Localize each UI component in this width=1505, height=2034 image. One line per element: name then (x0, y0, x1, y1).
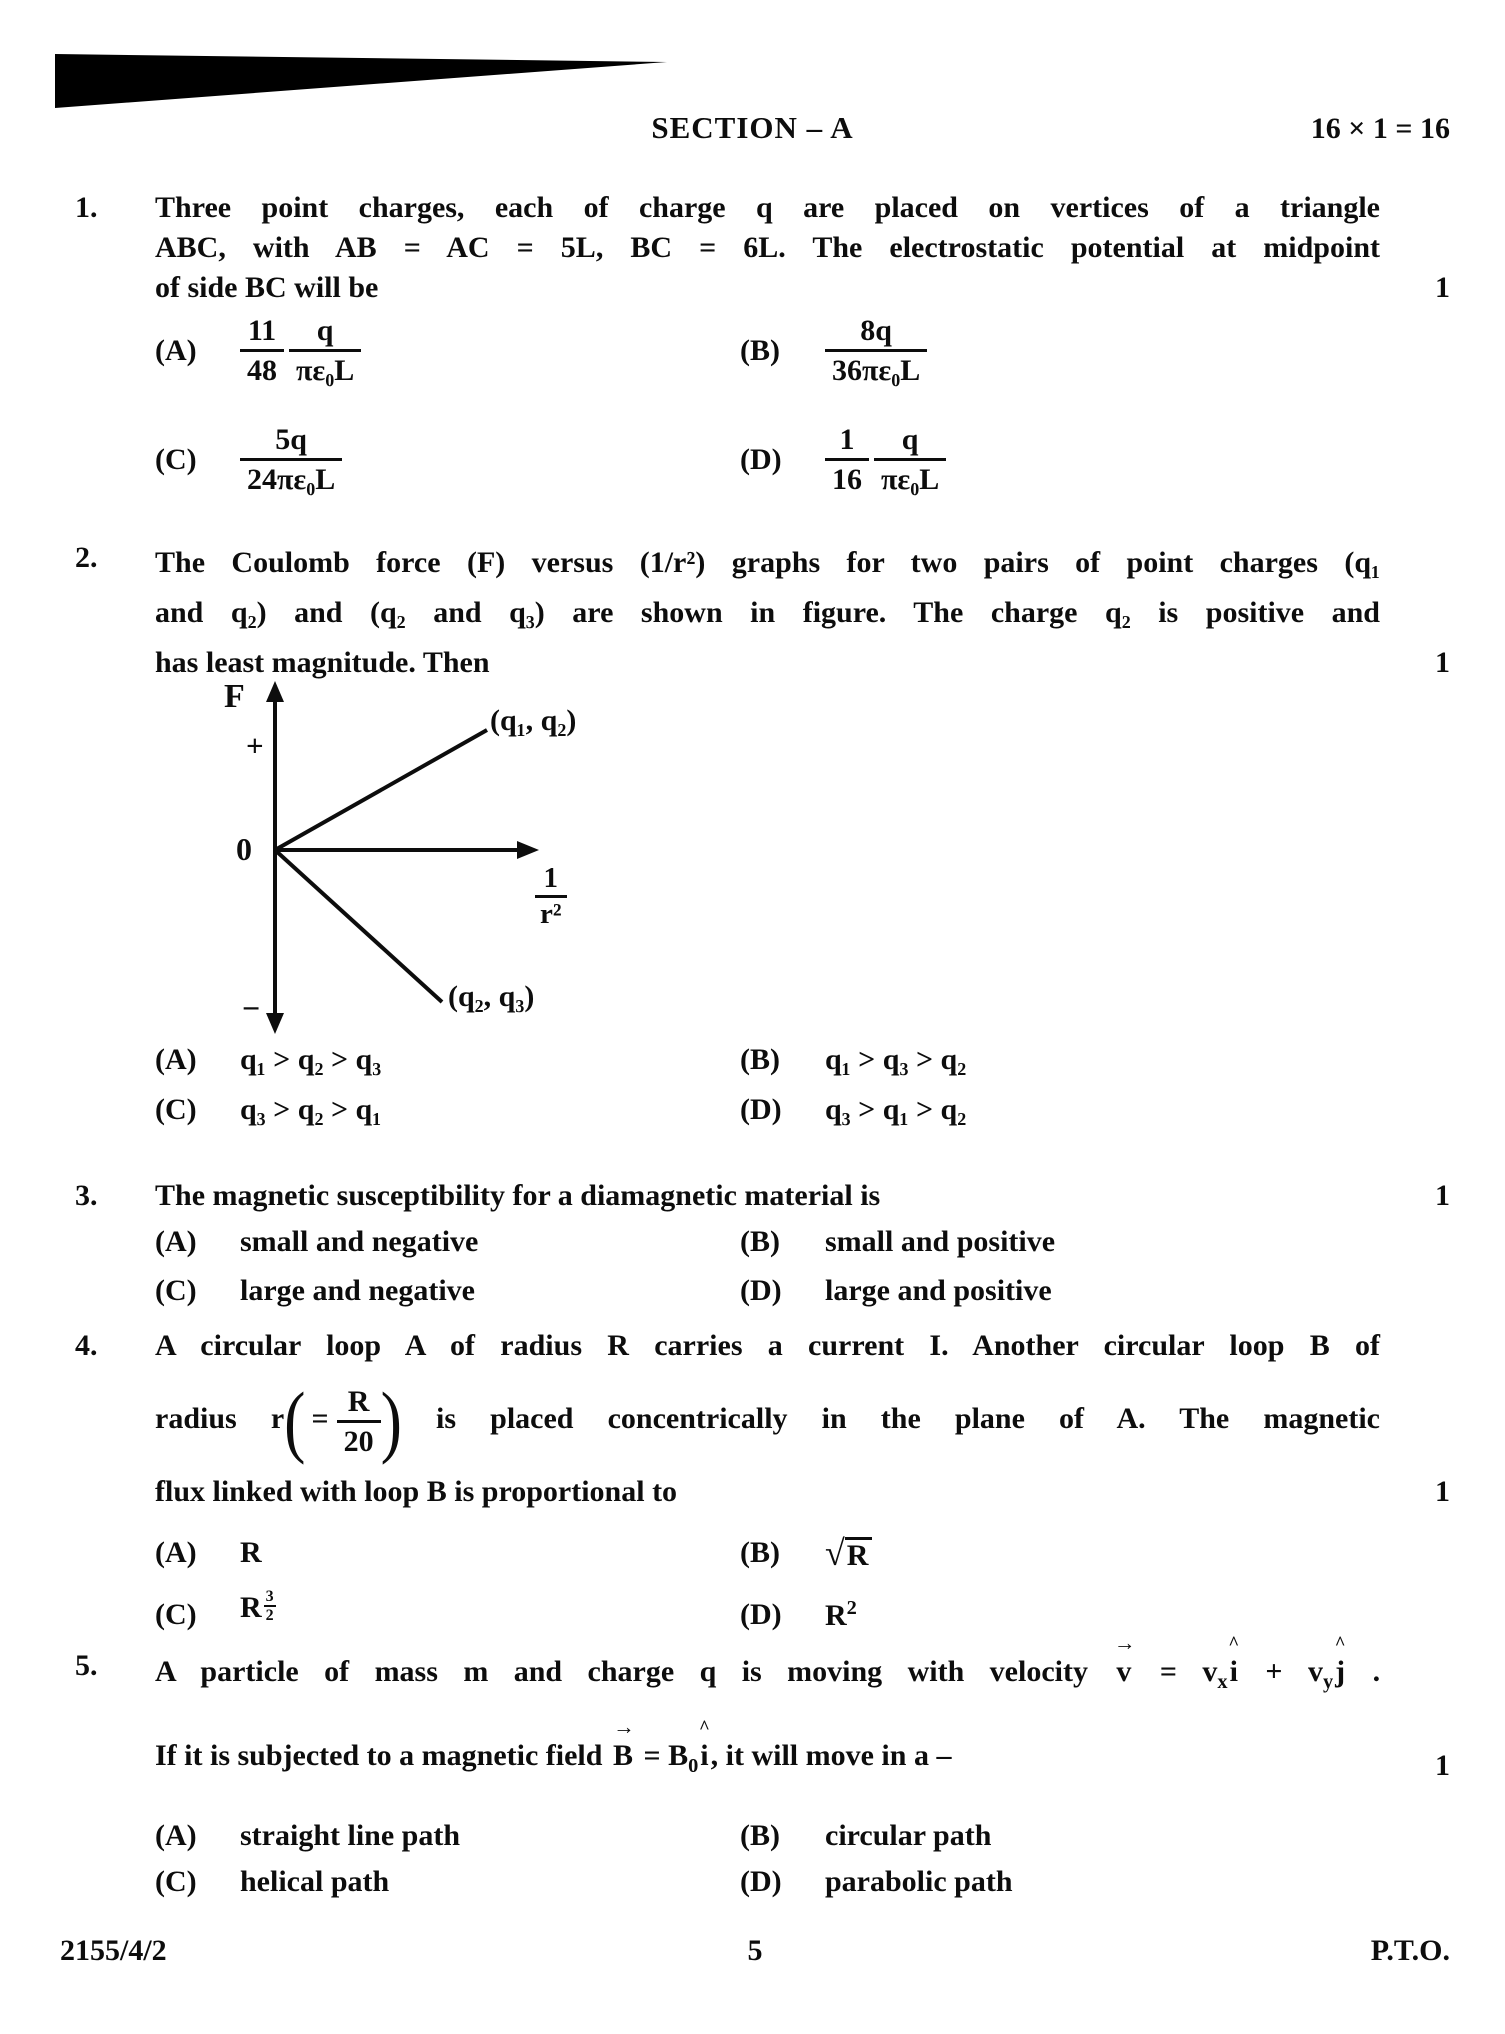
question-text (155, 188, 1380, 308)
question-text-line: flux linked with loop B is proportional to (155, 1475, 678, 1508)
question-text (155, 538, 1380, 688)
question-text-line: ABC, with AB = AC = 5L, BC = 6L. The electrostatic potential at midpoint (155, 231, 1380, 264)
question-text (155, 1176, 1380, 1216)
option-label: (A) (155, 333, 197, 367)
option-row (155, 1587, 1385, 1640)
option-row (155, 1528, 1385, 1578)
option-expression (240, 1587, 276, 1640)
option-label: (D) (740, 1865, 782, 1898)
option-label: (D) (740, 1598, 782, 1631)
fraction (240, 421, 342, 498)
base: R (240, 1590, 262, 1624)
question-marks: 1 (1435, 271, 1450, 304)
fraction-denominator: 36πε₀L (825, 349, 927, 389)
option-C (155, 1088, 740, 1132)
option-label: (C) (155, 1274, 197, 1307)
question-2-options (155, 1038, 1385, 1138)
scan-artifact-wedge (55, 46, 670, 110)
option-text: small and negative (240, 1225, 479, 1258)
fraction-numerator: 5q (275, 423, 307, 456)
question-4 (75, 1326, 1450, 1512)
question-text-line: The magnetic susceptibility for a diamagnetic material is (155, 1179, 881, 1212)
option-expression (825, 1532, 872, 1574)
option-text: small and positive (825, 1225, 1056, 1258)
option-text: large and negative (240, 1274, 475, 1307)
i-unit-vector (699, 1717, 710, 1782)
question-5-options (155, 1814, 1385, 1906)
hat-icon: ^ (1228, 1633, 1240, 1655)
option-row (155, 1269, 1385, 1313)
b0-term (668, 1739, 699, 1777)
fraction-numerator: q (316, 314, 334, 347)
option-label: (B) (740, 1819, 780, 1852)
fraction (337, 1383, 381, 1460)
question-text-line: of side BC will be (155, 271, 379, 304)
section-title: SECTION – A (651, 110, 854, 145)
option-text: q₃ > q₁ > q₂ (825, 1093, 967, 1126)
b0-base: B (668, 1739, 689, 1772)
fraction-numerator: 8q (860, 314, 892, 347)
option-expression (240, 312, 361, 389)
fraction-denominator: 20 (337, 1420, 381, 1460)
question-text-line: A circular loop A of radius R carries a current I. Another circular loop B of (155, 1329, 1380, 1362)
option-label: (A) (155, 1043, 197, 1076)
option-row (155, 1220, 1385, 1264)
j-unit-vector (1334, 1633, 1346, 1698)
option-row (155, 1860, 1385, 1904)
vx-term (1202, 1655, 1228, 1693)
question-3-options (155, 1220, 1385, 1318)
y-axis-up-arrow-icon (266, 681, 284, 702)
option-text: straight line path (240, 1819, 461, 1852)
x-label-denominator: r² (535, 895, 567, 931)
vector-symbol: v (1116, 1655, 1132, 1688)
fraction-denominator: 48 (240, 349, 284, 389)
equals-sign: = (643, 1739, 661, 1772)
option-row (155, 421, 1385, 498)
option-text: q₁ > q₃ > q₂ (825, 1043, 967, 1076)
question-number: 3. (75, 1179, 98, 1212)
option-label: (B) (740, 333, 780, 367)
text-segment: is placed concentrically in the plane of A. The magnetic (436, 1402, 1381, 1435)
positive-slope-line (275, 730, 487, 850)
question-3 (75, 1176, 1450, 1216)
exponent-denominator: 2 (265, 1606, 274, 1624)
paper-code: 2155/4/2 (60, 1934, 167, 1967)
origin-label: 0 (236, 831, 252, 867)
i-unit-vector (1228, 1633, 1240, 1698)
minus-label: − (242, 990, 261, 1026)
question-number: 1. (75, 191, 98, 224)
upper-line-label: (q₁, q₂) (490, 704, 577, 737)
j-symbol: j (1335, 1655, 1346, 1688)
fraction (825, 421, 869, 498)
option-B (740, 1038, 1325, 1082)
question-text-line: The Coulomb force (F) versus (1/r²) graphs for two pairs of point charges (q₁ (155, 546, 1380, 579)
question-marks: 1 (1435, 1179, 1450, 1212)
vy-base: v (1307, 1655, 1323, 1688)
question-marks: 1 (1435, 646, 1450, 679)
vector-arrow-icon: → (613, 1714, 635, 1739)
fraction-numerator: q (901, 423, 919, 456)
option-A (155, 1528, 740, 1578)
b0-subscript: 0 (688, 1755, 699, 1777)
section-header (0, 110, 1505, 152)
option-label: (C) (155, 1598, 197, 1631)
option-label: (D) (740, 1274, 782, 1307)
text-segment: A particle of mass m and charge q is moving with velocity (155, 1655, 1088, 1688)
question-text (155, 1326, 1380, 1512)
option-A (155, 1814, 740, 1858)
option-label: (C) (155, 442, 197, 476)
question-5 (75, 1630, 1450, 1792)
x-label-numerator: 1 (543, 862, 559, 894)
hat-icon: ^ (699, 1717, 710, 1739)
negative-slope-line (275, 850, 442, 1002)
question-number: 4. (75, 1329, 98, 1362)
pto-label: P.T.O. (1370, 1934, 1450, 1967)
option-label: (A) (155, 1819, 197, 1852)
period: . (1372, 1655, 1381, 1688)
option-label: (B) (740, 1043, 780, 1076)
fraction (825, 312, 927, 389)
page-footer (60, 1934, 1450, 1974)
option-C (155, 1860, 740, 1904)
question-1 (75, 188, 1450, 308)
option-C (155, 421, 740, 498)
option-D (740, 1860, 1325, 1904)
question-1-options (155, 312, 1385, 530)
vector-symbol: B (612, 1739, 633, 1772)
exponent-numerator: 3 (265, 1587, 274, 1605)
option-expression (825, 1597, 857, 1633)
option-text: helical path (240, 1865, 390, 1898)
option-text: q₁ > q₂ > q₃ (240, 1043, 382, 1076)
fraction-numerator: 1 (839, 423, 855, 456)
option-B (740, 1814, 1325, 1858)
equals-sign: = (1159, 1655, 1177, 1688)
question-text-line: has least magnitude. Then (155, 646, 490, 679)
fraction-numerator: 11 (247, 314, 277, 347)
question-marks: 1 (1435, 1475, 1450, 1508)
option-row (155, 1814, 1385, 1858)
exponent: 2 (846, 1597, 857, 1619)
fraction (289, 312, 361, 389)
question-text-line: and q₂) and (q₂ and q₃) are shown in figure. The charge q₂ is positive and (155, 596, 1380, 629)
radical-sign: √ (825, 1533, 845, 1573)
question-text (155, 1630, 1381, 1792)
text-segment: radius r (155, 1402, 285, 1435)
fraction-denominator: πε₀L (874, 458, 946, 498)
option-text: large and positive (825, 1274, 1052, 1307)
equals-sign: = (311, 1402, 329, 1435)
plus-sign: + (1265, 1655, 1283, 1688)
question-text-line (155, 1630, 1381, 1708)
i-symbol: i (1229, 1655, 1238, 1688)
option-B (740, 1220, 1325, 1264)
fraction-denominator: πε₀L (289, 349, 361, 389)
option-text: circular path (825, 1819, 992, 1852)
velocity-vector (1113, 1630, 1136, 1698)
x-axis-label (535, 862, 567, 931)
option-row (155, 312, 1385, 389)
force-vs-inverse-r-squared-graph (190, 678, 635, 1040)
option-B (740, 1528, 1325, 1578)
option-C (155, 1587, 740, 1640)
question-number: 5. (75, 1649, 98, 1682)
magnetic-field-vector (612, 1714, 635, 1782)
option-row (155, 1088, 1385, 1132)
option-label: (A) (155, 1536, 197, 1569)
y-axis-down-arrow-icon (266, 1013, 284, 1034)
fraction-denominator: 24πε₀L (240, 458, 342, 498)
option-A (155, 1220, 740, 1264)
option-D (740, 421, 1325, 498)
question-2 (75, 538, 1450, 688)
vy-term (1307, 1655, 1334, 1693)
option-D (740, 1269, 1325, 1313)
fraction-numerator: R (347, 1384, 370, 1418)
x-axis-arrow-icon (517, 841, 539, 859)
base: R (825, 1599, 847, 1632)
fraction (874, 421, 946, 498)
option-label: (D) (740, 1093, 782, 1126)
radicand: R (845, 1537, 873, 1571)
fraction (240, 312, 284, 389)
vector-arrow-icon: → (1113, 1630, 1136, 1655)
option-expression (825, 421, 946, 498)
option-label: (C) (155, 1865, 197, 1898)
question-text-line: Three point charges, each of charge q are placed on vertices of a triangle (155, 191, 1380, 224)
option-label: (B) (740, 1536, 780, 1569)
option-C (155, 1269, 740, 1313)
option-label: (D) (740, 442, 782, 476)
option-text: R (240, 1536, 262, 1569)
option-label: (A) (155, 1225, 197, 1258)
y-axis-label: F (224, 678, 245, 715)
exponent-fraction (264, 1588, 276, 1624)
question-marks: 1 (1435, 1749, 1450, 1782)
i-symbol: i (700, 1739, 709, 1772)
plus-label: + (246, 728, 264, 763)
option-B (740, 312, 1325, 389)
option-D (740, 1088, 1325, 1132)
hat-icon: ^ (1334, 1633, 1346, 1655)
option-A (155, 312, 740, 389)
option-row (155, 1038, 1385, 1082)
question-4-options (155, 1528, 1385, 1655)
vx-base: v (1202, 1655, 1218, 1688)
option-text: q₃ > q₂ > q₁ (240, 1093, 382, 1126)
vx-subscript: x (1217, 1671, 1228, 1693)
option-label: (C) (155, 1093, 197, 1126)
marks-rule: 16 × 1 = 16 (1310, 112, 1450, 145)
lower-line-label: (q₂, q₃) (448, 980, 535, 1013)
option-text: parabolic path (825, 1865, 1013, 1898)
option-label: (B) (740, 1225, 780, 1258)
option-A (155, 1038, 740, 1082)
question-number: 2. (75, 541, 98, 574)
text-segment: If it is subjected to a magnetic field (155, 1739, 603, 1772)
fraction-denominator: 16 (825, 458, 869, 498)
page-number: 5 (747, 1934, 763, 1967)
text-segment: , it will move in a – (710, 1739, 952, 1772)
question-text-line (155, 1714, 1380, 1792)
question-text-line: radius r( = $\frac{R}{20}$ ) is placed concentrically in the plane of A. The magnetic (155, 1376, 1381, 1465)
vy-subscript: y (1322, 1671, 1334, 1693)
